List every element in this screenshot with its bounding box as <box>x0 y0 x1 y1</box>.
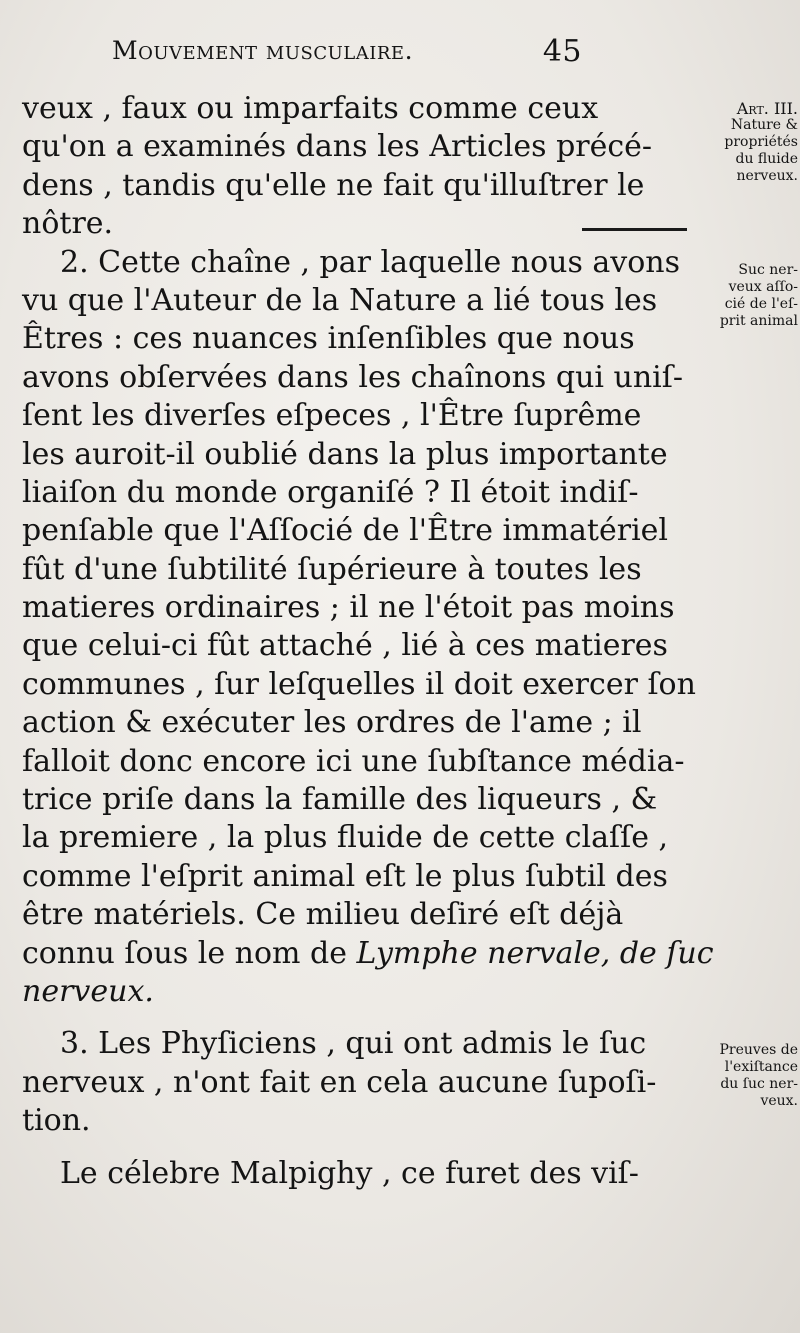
text-line: être matériels. Ce milieu deſiré eſt déjà <box>22 897 624 933</box>
text-line: que celui-ci fût attaché , lié à ces matieres <box>22 628 668 664</box>
body-text <box>22 90 714 1193</box>
text-line: penſable que l'Aſſocié de l'Être immatériel <box>22 513 669 549</box>
text-line: action & exécuter les ordres de l'ame ; il <box>22 705 642 741</box>
paragraph-3-start: 3. Les Phyſiciens , qui ont admis le ſuc <box>60 1026 647 1062</box>
text-line: tion. <box>22 1103 91 1139</box>
text-line: liaiſon du monde organiſé ? Il étoit indiſ- <box>22 474 639 510</box>
paragraph-2-start: 2. Cette chaîne , par laquelle nous avons <box>60 244 681 280</box>
note-line: veux aſſo- <box>728 279 798 295</box>
text-line: Êtres : ces nuances inſenſibles que nous <box>22 321 635 357</box>
text-line: la premiere , la plus fluide de cette claſſe , <box>22 820 669 856</box>
text-line: veux , faux ou imparfaits comme ceux <box>22 91 599 126</box>
note-line: du fluide <box>735 151 798 167</box>
text-line <box>22 973 578 1011</box>
margin-note-suc-nerveux <box>688 262 798 330</box>
note-line: cié de l'eſ- <box>724 296 798 312</box>
text-line-start: connu ſous le nom de <box>22 935 347 971</box>
margin-note-preuves <box>688 1042 798 1110</box>
text-line: matieres ordinaires ; il ne l'étoit pas moins <box>22 590 675 626</box>
text-line: les auroit-il oublié dans la plus importante <box>22 436 668 472</box>
note-line: l'exiſtance <box>724 1059 798 1075</box>
note-line: Art. III. <box>736 99 798 118</box>
page-number: 45 <box>542 34 582 69</box>
text-line: vu que l'Auteur de la Nature a lié tous les <box>22 282 658 318</box>
note-line: prit animal <box>719 313 798 329</box>
note-line: Nature & <box>730 117 798 133</box>
text-line: communes , ſur leſquelles il doit exercer ſon <box>22 666 696 702</box>
text-line: fût d'une ſubtilité ſupérieure à toutes les <box>22 551 642 587</box>
text-line: trice priſe dans la famille des liqueurs , & <box>22 782 658 818</box>
paragraph-4-start: Le célebre Malpighy , ce furet des viſ- <box>60 1155 639 1191</box>
italic-term: Lymphe nervale, de ſuc <box>356 935 714 971</box>
note-line: Suc ner- <box>738 262 798 278</box>
note-line: veux. <box>760 1093 798 1109</box>
text-line: qu'on a examinés dans les Articles précé- <box>22 129 653 165</box>
text-line: ſent les diverſes eſpeces , l'Être ſuprême <box>22 398 642 434</box>
note-line: Preuves de <box>719 1042 798 1058</box>
text-line: comme l'eſprit animal eſt le plus ſubtil des <box>22 858 668 894</box>
note-line: propriétés <box>724 134 798 150</box>
text-line: falloit donc encore ici une ſubſtance média- <box>22 743 685 779</box>
text-line-with-italic <box>22 935 714 973</box>
text-line: nerveux , n'ont fait en cela aucune ſupoſi- <box>22 1064 657 1100</box>
note-line: nerveux. <box>736 168 798 184</box>
running-title: Mouvement musculaire. <box>112 36 414 65</box>
text-line: avons obſervées dans les chaînons qui uniſ- <box>22 359 683 395</box>
text-line: dens , tandis qu'elle ne fait qu'illuſtrer le <box>22 167 645 203</box>
margin-rule <box>582 228 687 231</box>
italic-term-end: nerveux. <box>22 973 154 1009</box>
note-line: du ſuc ner- <box>720 1076 798 1092</box>
margin-note-article <box>688 100 798 185</box>
text-line: nôtre. <box>22 206 114 242</box>
running-header <box>112 34 582 69</box>
